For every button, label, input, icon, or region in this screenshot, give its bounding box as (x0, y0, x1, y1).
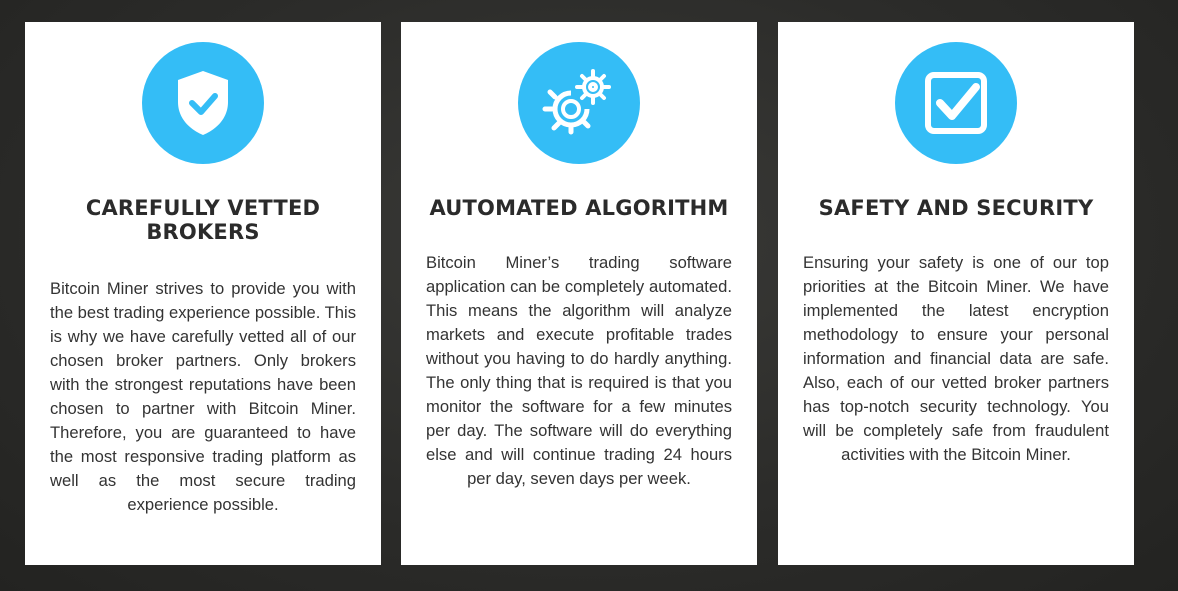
feature-card-vetted-brokers (25, 22, 381, 565)
feature-description: Bitcoin Miner’s trading software application can be completely automated. This means the algorithm will analyze markets and execute profitable trades without you having to do hardly anything. The only thing that is required is that you monitor the software for a few minutes per day. The software will do everything else and will continue trading 24 hours per day, seven days per week. (426, 253, 732, 488)
feature-icon-circle (895, 42, 1017, 164)
feature-description: Ensuring your safety is one of our top priorities at the Bitcoin Miner. We have implemented the latest encryption methodology to ensure your personal information and financial data are safe. Also, each of our vetted broker partners has top-notch security technology. You will be completely safe from fraudulent activities with the Bitcoin Miner. (803, 253, 1109, 464)
shield-check-icon (168, 65, 238, 141)
feature-title: CAREFULLY VETTED BROKERS (85, 196, 321, 244)
feature-icon-circle (518, 42, 640, 164)
feature-title: AUTOMATED ALGORITHM (429, 196, 729, 220)
feature-description: Bitcoin Miner strives to provide you with the best trading experience possible. This is why we have carefully vetted all of our chosen broker partners. Only brokers with the strongest reputations have been chosen to partner with Bitcoin Miner. Therefore, you are guaranteed to have the most responsive trading platform as well as the most secure trading experience possible. (50, 279, 356, 514)
feature-title: SAFETY AND SECURITY (818, 196, 1094, 220)
feature-card-automated-algorithm (401, 22, 757, 565)
gears-icon (539, 63, 619, 143)
feature-card-safety-security (778, 22, 1134, 565)
checkbox-icon (920, 67, 992, 139)
feature-icon-circle (142, 42, 264, 164)
